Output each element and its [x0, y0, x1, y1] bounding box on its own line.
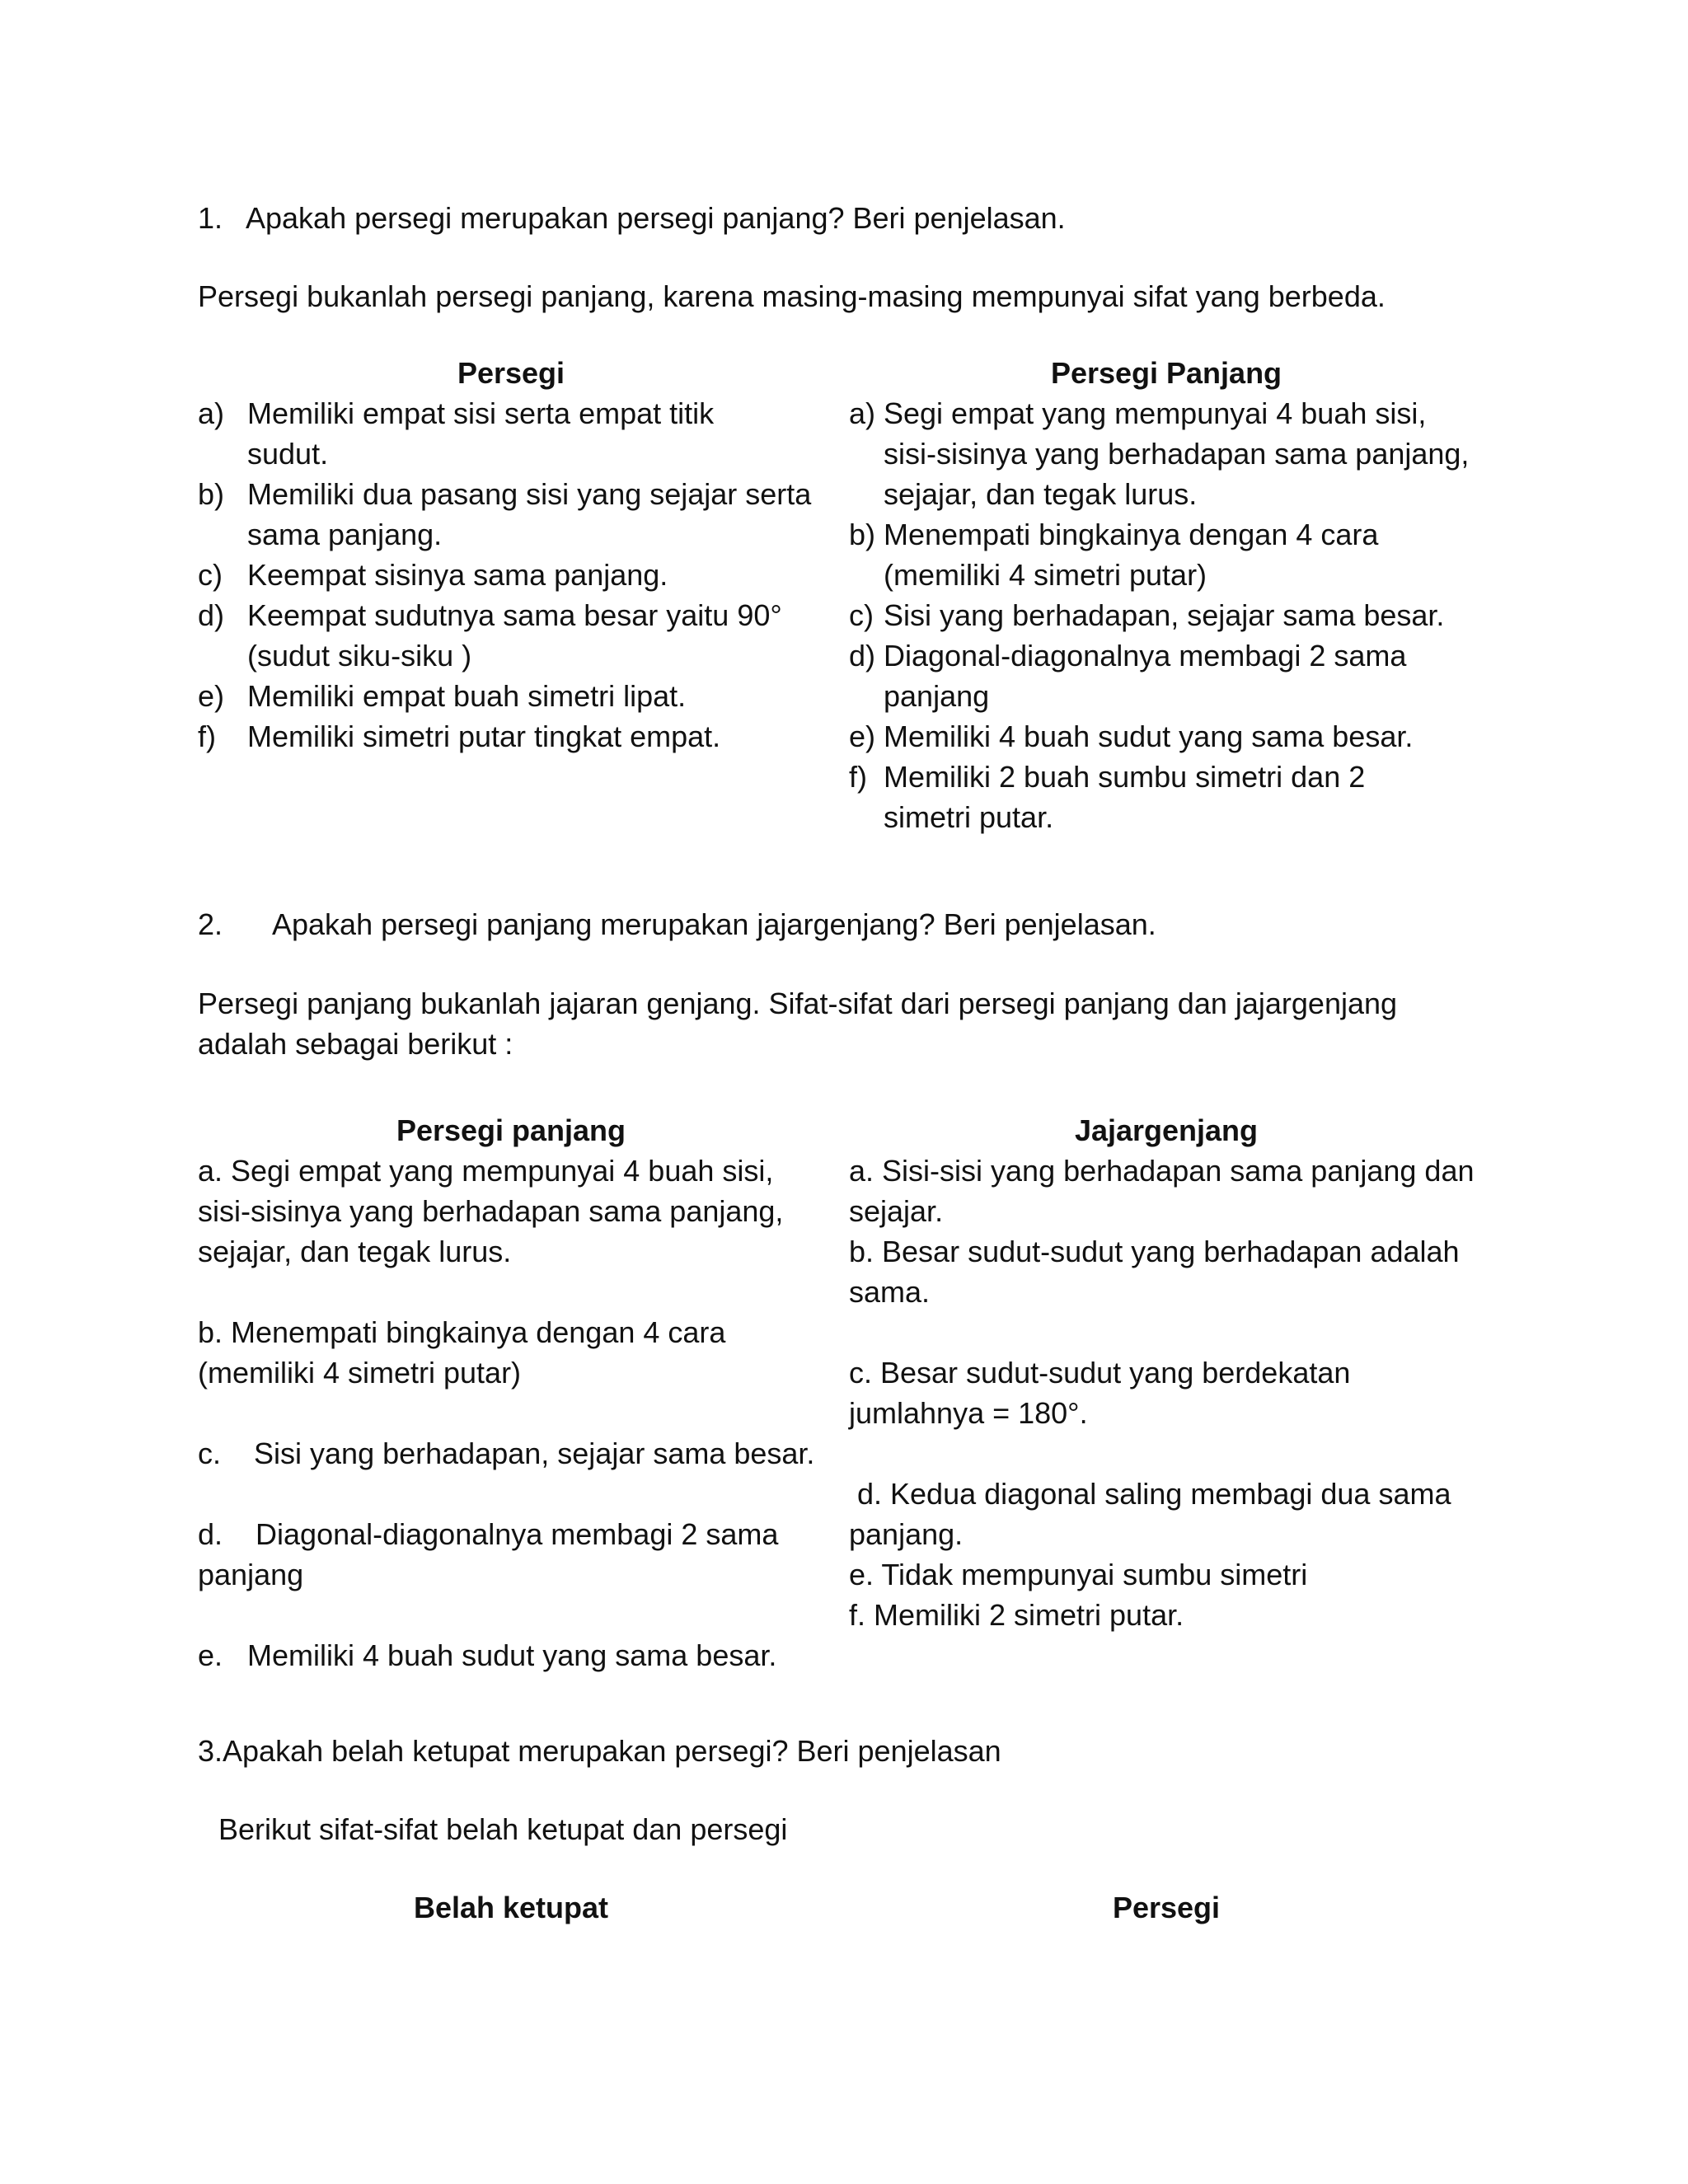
- jajargenjang-properties-list: [849, 1151, 1508, 1635]
- question-number: 2.: [198, 907, 223, 941]
- list-item: d) Diagonal-diagonalnya membagi 2 sama panjang: [849, 639, 1407, 713]
- answer-1: Persegi bukanlah persegi panjang, karena masing-masing mempunyai sifat yang berbeda.: [198, 279, 1386, 313]
- list-item: b) Menempati bingkainya dengan 4 cara (memiliki 4 simetri putar): [849, 518, 1379, 592]
- question-3: 3.Apakah belah ketupat merupakan persegi? Beri penjelasan: [198, 1734, 1001, 1768]
- list-item: a) Segi empat yang mempunyai 4 buah sisi, sisi-sisinya yang berhadapan sama panjang, sejajar, dan tegak lurus.: [849, 396, 1470, 511]
- list-item: e) Memiliki empat buah simetri lipat.: [198, 679, 687, 713]
- list-item: e. Tidak mempunyai sumbu simetri: [849, 1558, 1308, 1591]
- heading-belah-ketupat: Belah ketupat: [413, 1891, 609, 1924]
- list-item: c) Sisi yang berhadapan, sejajar sama besar.: [849, 598, 1445, 632]
- heading-persegi: Persegi: [457, 356, 565, 390]
- question-text: Apakah persegi merupakan persegi panjang? Beri penjelasan.: [246, 201, 1066, 235]
- list-item: b. Menempati bingkainya dengan 4 cara (memiliki 4 simetri putar): [198, 1315, 726, 1390]
- list-item: b. Besar sudut-sudut yang berhadapan adalah sama.: [849, 1235, 1460, 1309]
- list-item: d. Kedua diagonal saling membagi dua sama panjang.: [849, 1477, 1451, 1551]
- list-item: e) Memiliki 4 buah sudut yang sama besar.: [849, 719, 1414, 753]
- heading-jajargenjang: Jajargenjang: [1074, 1113, 1259, 1147]
- list-item: f) Memiliki simetri putar tingkat empat.: [198, 719, 721, 753]
- question-text: Apakah persegi panjang merupakan jajargenjang? Beri penjelasan.: [272, 907, 1156, 941]
- list-item: c. Besar sudut-sudut yang berdekatan jumlahnya = 180°.: [849, 1356, 1351, 1430]
- list-item: d. Diagonal-diagonalnya membagi 2 sama panjang: [198, 1517, 779, 1591]
- question-number: 1.: [198, 201, 223, 235]
- heading-persegi-panjang: Persegi Panjang: [1050, 356, 1282, 390]
- heading-persegi-3: Persegi: [1112, 1891, 1221, 1924]
- list-item: b) Memiliki dua pasang sisi yang sejajar serta sama panjang.: [198, 477, 812, 551]
- list-item: e. Memiliki 4 buah sudut yang sama besar.: [198, 1638, 777, 1672]
- answer-2: Persegi panjang bukanlah jajaran genjang. Sifat-sifat dari persegi panjang dan jajargenjang adalah sebagai berikut :: [198, 987, 1398, 1061]
- list-item: c) Keempat sisinya sama panjang.: [198, 558, 668, 592]
- list-item: a. Sisi-sisi yang berhadapan sama panjang dan sejajar.: [849, 1154, 1475, 1228]
- list-item: c. Sisi yang berhadapan, sejajar sama besar.: [198, 1436, 815, 1470]
- list-item: d) Keempat sudutnya sama besar yaitu 90° (sudut siku-siku ): [198, 598, 782, 673]
- persegi-panjang-properties-list: [849, 393, 1500, 837]
- intro-3: Berikut sifat-sifat belah ketupat dan persegi: [218, 1812, 788, 1846]
- list-item: f) Memiliki 2 buah sumbu simetri dan 2 simetri putar.: [849, 760, 1366, 834]
- list-item: a. Segi empat yang mempunyai 4 buah sisi, sisi-sisinya yang berhadapan sama panjang, sejajar, dan tegak lurus.: [198, 1154, 784, 1268]
- list-item: f. Memiliki 2 simetri putar.: [849, 1598, 1184, 1632]
- persegi-panjang-properties-list-2: [198, 1151, 841, 1675]
- persegi-properties-list: [198, 393, 841, 757]
- list-item: a) Memiliki empat sisi serta empat titik sudut.: [198, 396, 715, 471]
- heading-persegi-panjang-2: Persegi panjang: [396, 1113, 626, 1147]
